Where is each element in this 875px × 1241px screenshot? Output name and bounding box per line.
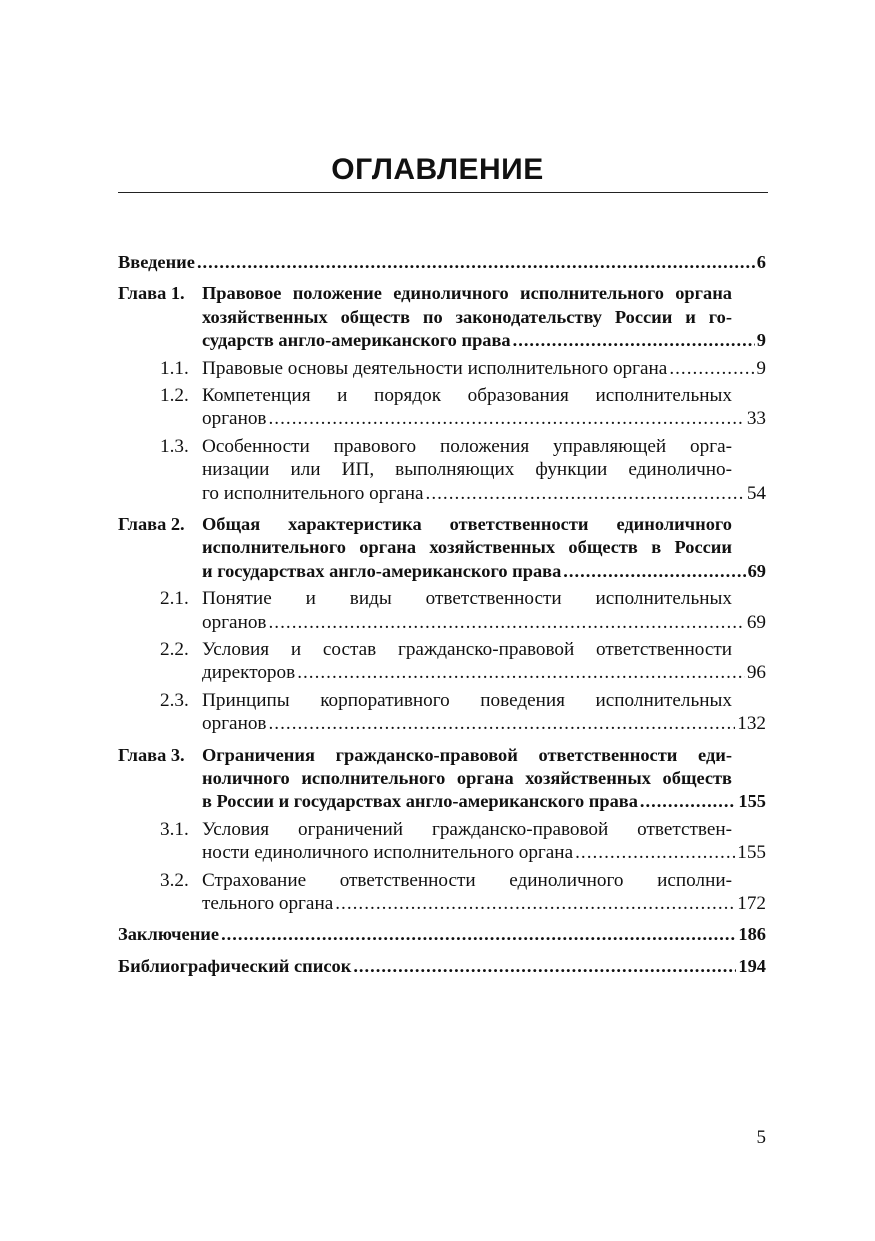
section-label: 3.1. — [160, 818, 189, 840]
toc-entry-line: Условия ограничений гражданско-правовой ответствен- — [202, 818, 732, 840]
toc-entry-line: Страхование ответственности единоличного исполни- — [202, 869, 732, 891]
toc-entry-line: Правовое положение единоличного исполнительного органа — [202, 283, 732, 304]
dot-leader — [669, 357, 754, 380]
dot-leader — [563, 560, 745, 583]
toc-page-number: 33 — [746, 408, 766, 430]
toc-entry-section-1-3[interactable] — [118, 435, 766, 505]
toc-page-number: 194 — [738, 955, 766, 976]
page-title: ОГЛАВЛЕНИЕ — [331, 153, 544, 186]
toc-entry-section-2-1[interactable] — [118, 587, 766, 634]
dot-leader — [269, 407, 745, 430]
toc-entry-line: Принципы корпоративного поведения исполнительных — [202, 689, 732, 711]
toc-page-number: 54 — [746, 482, 766, 504]
toc-page-number: 69 — [747, 560, 766, 581]
page-number: 5 — [756, 1127, 766, 1148]
toc-entry-line: низации или ИП, выполняющих функции единолично- — [202, 459, 732, 481]
section-label: 2.3. — [160, 689, 189, 711]
dot-leader — [640, 790, 737, 813]
dot-leader — [269, 712, 736, 735]
toc-entry-section-3-2[interactable] — [118, 869, 766, 916]
toc-entry-line: хозяйственных обществ по законодательству России и го- — [202, 306, 732, 327]
toc-page-number: 96 — [746, 662, 766, 684]
toc-page-number: 69 — [746, 611, 766, 633]
toc-entry-line: Общая характеристика ответственности единоличного — [202, 513, 732, 534]
toc-entry-title: Введение — [118, 252, 195, 272]
toc-page-number: 9 — [756, 357, 766, 379]
toc-entry-section-3-1[interactable] — [118, 818, 766, 865]
chapter-label: Глава 2. — [118, 513, 185, 534]
toc-entry-chapter-1[interactable] — [118, 282, 766, 352]
toc-entry-section-2-3[interactable] — [118, 689, 766, 736]
dot-leader — [575, 841, 735, 864]
section-label: 1.1. — [160, 357, 189, 379]
section-label: 1.2. — [160, 385, 189, 406]
toc-entry-section-1-2[interactable] — [118, 384, 766, 431]
toc-entry-line: директоров — [202, 662, 296, 684]
section-label: 2.1. — [160, 588, 189, 610]
dot-leader — [513, 329, 755, 352]
dot-leader — [221, 923, 736, 946]
toc-page-number: 172 — [737, 892, 766, 914]
toc-entry-line: Условия и состав гражданско-правовой ответственности — [202, 638, 732, 660]
toc-entry-line: ноличного исполнительного органа хозяйственных обществ — [202, 767, 732, 788]
toc-entry-line: Ограничения гражданско-правовой ответственности еди- — [202, 744, 732, 765]
toc-page-number: 9 — [756, 330, 766, 351]
dot-leader — [353, 955, 736, 978]
toc-entry-line: Правовые основы деятельности исполнительного органа — [202, 357, 668, 379]
dot-leader — [297, 661, 745, 684]
toc-entry-line: и государствах англо-американского права — [202, 560, 562, 581]
toc-page-number: 155 — [738, 791, 766, 812]
toc-entry-line: сударств англо-американского права — [202, 330, 511, 351]
section-label: 3.2. — [160, 869, 189, 891]
toc-entry-chapter-2[interactable] — [118, 513, 766, 583]
toc-entry-title: Заключение — [118, 924, 220, 945]
table-of-contents — [118, 251, 766, 978]
toc-entry-line: исполнительного органа хозяйственных обществ в России — [202, 537, 732, 558]
toc-page-number: 186 — [738, 924, 766, 945]
toc-page-number: 132 — [737, 713, 766, 735]
toc-page-number: 155 — [737, 842, 766, 864]
toc-entry-chapter-3[interactable] — [118, 744, 766, 814]
toc-entry-title: Библиографический список — [118, 955, 352, 976]
toc-entry-intro[interactable] — [118, 251, 766, 274]
chapter-label: Глава 1. — [118, 283, 185, 304]
chapter-label: Глава 3. — [118, 744, 185, 765]
toc-entry-line: го исполнительного органа — [202, 482, 424, 504]
toc-entry-bibliography[interactable] — [118, 955, 766, 978]
section-label: 1.3. — [160, 435, 189, 457]
toc-entry-line: органов — [202, 713, 267, 735]
title-rule — [118, 192, 768, 193]
toc-entry-section-1-1[interactable] — [118, 357, 766, 380]
dot-leader — [269, 611, 745, 634]
toc-entry-line: Понятие и виды ответственности исполнительных — [202, 588, 732, 610]
toc-entry-line: в России и государствах англо-американского права — [202, 791, 638, 812]
toc-page-number: 6 — [756, 252, 766, 272]
section-label: 2.2. — [160, 638, 189, 660]
dot-leader — [197, 251, 755, 274]
toc-entry-line: ности единоличного исполнительного органа — [202, 842, 574, 864]
toc-entry-line: тельного органа — [202, 892, 334, 914]
toc-entry-line: Компетенция и порядок образования исполнительных — [202, 385, 732, 406]
toc-entry-conclusion[interactable] — [118, 923, 766, 946]
toc-entry-line: Особенности правового положения управляющей орга- — [202, 435, 732, 457]
dot-leader — [426, 482, 745, 505]
toc-entry-section-2-2[interactable] — [118, 638, 766, 685]
toc-entry-line: органов — [202, 611, 267, 633]
toc-entry-line: органов — [202, 408, 267, 430]
dot-leader — [335, 892, 735, 915]
